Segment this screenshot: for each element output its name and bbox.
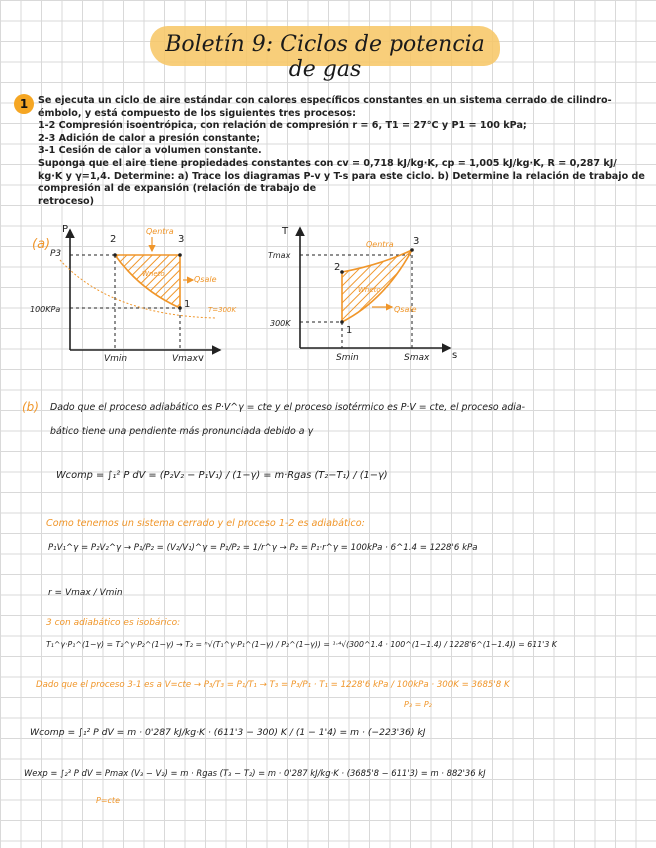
- pv-y-axis-label: P: [62, 224, 69, 235]
- problem-line: retroceso): [38, 195, 95, 207]
- part-b-label: (b): [22, 400, 39, 414]
- pv-q-out-label: Qsale: [194, 275, 217, 284]
- p2-calculation: P₁V₁^γ = P₂V₂^γ → P₁/P₂ = (V₂/V₁)^γ = P₁/P₂ = 1/r^γ → P₂ = P₁·r^γ = 100kPa · 6^1.4 = 1228'6 kPa: [48, 543, 478, 553]
- ts-diagram: [268, 226, 457, 363]
- page-title: Boletín 9: Ciclos de potencia de gas: [165, 32, 485, 82]
- ts-q-in-label: Qentra: [366, 240, 394, 249]
- wcomp-general-equation: Wcomp = ∫₁² P dV = (P₂V₂ − P₁V₁) / (1−γ) = m·Rgas (T₂−T₁) / (1−γ): [56, 470, 388, 481]
- t2-calculation: T₁^γ·P₁^(1−γ) = T₂^γ·P₂^(1−γ) → T₂ = ⁿ√(T₁^γ·P₁^(1−γ) / P₂^(1−γ)) = ¹·⁴√(300^1.4 · 100^(1−1.4) / 1228'6^(1−1.4)) = 611'3 K: [46, 640, 557, 649]
- pv-isotherm-label: T=300K: [208, 306, 237, 314]
- pv-point-2: 2: [110, 234, 117, 245]
- ts-work-label: Wneto: [358, 286, 381, 294]
- problem-line: émbolo, y está compuesto de los siguientes tres procesos:: [38, 107, 356, 119]
- problem-line: kg·K y γ=1,4. Determine: a) Trace los diagramas P-v y T-s para este ciclo. b) Determine la relación de trabajo de: [38, 170, 645, 182]
- problem-statement: [38, 95, 645, 208]
- adiabatic-note: Como tenemos un sistema cerrado y el proceso 1-2 es adiabático:: [46, 518, 365, 529]
- pv-vmax-label: Vmax: [172, 354, 198, 364]
- problem-line: Suponga que el aire tiene propiedades constantes con cv = 0,718 kJ/kg·K, cp = 1,005 kJ/kg·K, R = 0,287 kJ/: [38, 157, 617, 169]
- problem-line: 2-3 Adición de calor a presión constante;: [38, 132, 261, 144]
- pv-diagram: [30, 224, 238, 364]
- part-b-intro-line-2: bático tiene una pendiente más pronunciada debido a γ: [50, 426, 314, 437]
- pv-p3-label: P3: [50, 249, 62, 259]
- isobaric-note: 3 con adiabático es isobárico:: [46, 618, 181, 628]
- wcomp-calculation: Wcomp = ∫₁² P dV = m · 0'287 kJ/kg·K · (611'3 − 300) K / (1 − 1'4) = m · (−223'36) kJ: [30, 727, 426, 738]
- ts-point-3: 3: [413, 236, 420, 247]
- pv-q-in-label: Qentra: [146, 227, 174, 236]
- compression-ratio-definition: r = Vmax / Vmin: [48, 588, 123, 598]
- pv-p1-label: 100KPa: [30, 305, 61, 314]
- ts-point-1: 1: [346, 325, 353, 336]
- problem-line: compresión al de expansión (relación de trabajo de: [38, 183, 317, 195]
- ts-smin-label: Smin: [336, 353, 359, 363]
- wexp-calculation: Wexp = ∫₂³ P dV = Pmax (V₃ − V₂) = m · Rgas (T₃ − T₂) = m · 0'287 kJ/kg·K · (3685'8 − 611'3) = m · 882'36 kJ: [24, 768, 486, 778]
- ts-point-2: 2: [334, 262, 341, 273]
- p3-equals-p2-note: P₃ = P₂: [404, 700, 432, 709]
- ts-x-axis-label: s: [452, 350, 458, 361]
- pressure-constant-note: P=cte: [96, 796, 120, 805]
- ts-t1-label: 300K: [270, 319, 291, 328]
- part-b-intro-line-1: Dado que el proceso adiabático es P·V^γ = cte y el proceso isotérmico es P·V = cte, el proceso adia-: [50, 402, 526, 413]
- pv-point-1: 1: [184, 299, 191, 310]
- problem-line: 1-2 Compresión isoentrópica, con relación de compresión r = 6, T1 = 27°C y P1 = 100 kPa;: [38, 120, 527, 132]
- ts-y-axis-label: T: [282, 226, 289, 237]
- part-a-label: (a): [32, 237, 51, 252]
- pv-cycle-area: [115, 255, 180, 308]
- t3-calculation: Dado que el proceso 3-1 es a V=cte → P₃/T₃ = P₁/T₁ → T₃ = P₃/P₁ · T₁ = 1228'6 kPa / 100kPa · 300K = 3685'8 K: [36, 680, 510, 690]
- ts-smax-label: Smax: [404, 353, 430, 363]
- title-banner: [150, 22, 500, 82]
- pv-point-3: 3: [178, 234, 185, 245]
- pv-x-axis-label: v: [198, 353, 204, 364]
- pv-work-label: Wneto: [142, 270, 165, 278]
- ts-tmax-label: Tmax: [268, 251, 291, 260]
- problem-line: 3-1 Cesión de calor a volumen constante.: [38, 145, 262, 157]
- problem-number-badge: 1: [14, 94, 34, 114]
- problem-line: Se ejecuta un ciclo de aire estándar con calores específicos constantes en un sistema cerrado de cilindro-: [38, 95, 612, 106]
- diagrams: [0, 220, 656, 370]
- ts-q-out-label: Qsale: [394, 305, 417, 314]
- pv-vmin-label: Vmin: [104, 354, 128, 364]
